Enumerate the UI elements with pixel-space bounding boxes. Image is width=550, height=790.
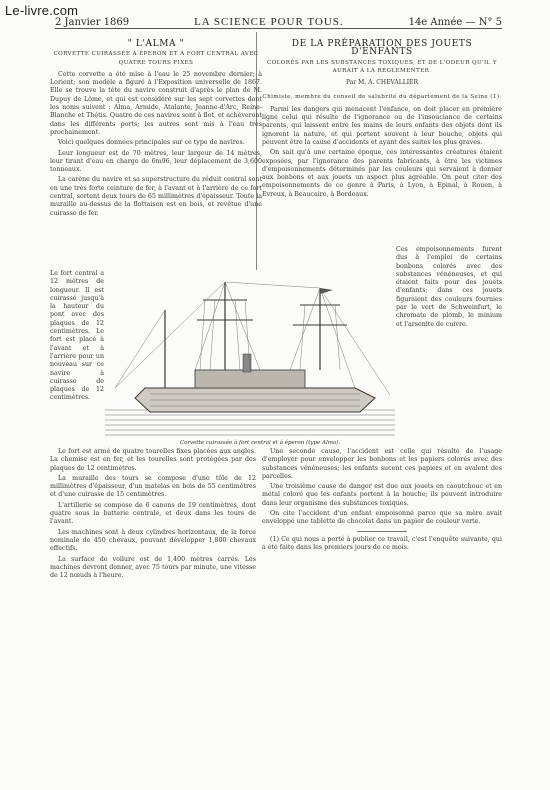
page-header [55, 12, 502, 29]
paragraph: Voici quelques données principales sur ce type de navires. [58, 139, 245, 147]
article-jouets-continued [262, 448, 502, 554]
article-alma-continued [50, 448, 256, 582]
paragraph: Cette corvette a été mise à l'eau le 25 novembre dernier; à Lorient; son modèle a figuré à l'Exposition universelle de 1867. Elle se trouve la tête du navire construit d'après le plan de M. Dupuy de Lôme, et qui est considéré sur les sept corvettes dont les noms suivent : Alma, Armide, Atalante, Jeanne-d'Arc, Reine-Blanche et Thétis. Quatre de ces navires sont à flot, et achèveront dans les différents ports; les autres sont mis à l'eau très prochainement. [50, 70, 262, 136]
wrap-text-right: Ces empoisonnements furent dus à l'emploi de certains bonbons colorés avec des substances vénéneuses, et qui étaient faits pour des jouets d'enfants; dans ces jouets figuraient des couleurs fournies par le vert de Schweinfurt, le chromate de plomb, le minium et l'arsenite de cuivre. [396, 246, 502, 328]
paragraph: Parmi les dangers qui menacent l'enfance, on doit placer en première ligne celui qui résulte de l'ignorance ou de l'insouciance de certains parents, qui laissent entre les mains de leurs enfants des objets dont ils ignorent la nature, et qui portent souvent à leur bouche, objets qui peuvent être la cause d'accidents et ayant des suites les plus graves. [262, 105, 502, 146]
paragraph: L'artillerie se compose de 6 canons de 19 centimètres, dont quatre sous la batterie centrale, et deux dans les tours de l'avant. [50, 501, 256, 526]
footnote: (1) Ce qui nous a porté à publier ce travail, c'est l'enquête suivante, qui a été faite dans les premiers jours de ce mois. [262, 535, 502, 551]
paragraph: Les machines sont à deux cylindres horizontaux, de la force nominale de 450 chevaux, pouvant développer 1,800 chevaux effectifs. [50, 528, 256, 553]
author-byline: Par M. A. CHEVALLIER [346, 79, 418, 87]
article-title-alma: " L'ALMA " [127, 39, 185, 49]
ship-engraving [105, 270, 395, 448]
paragraph: Une seconde cause, l'accident est celle qui résulte de l'usage d'employer pour envelopper les bonbons et les papiers colorés avec des substances vénéneuses; les enfants sucent ces papiers et en avalent des parcelles. [262, 448, 502, 480]
paragraph: Une troisième cause de danger est due aux jouets en caoutchouc et en métal coloré que les enfants portent à la bouche; ils peuvent introduire dans leur organisme des substances toxiques. [262, 483, 502, 507]
paragraph: La surface de voilure est de 1,400 mètres carrés. Les machines devront donner, avec 75 tours par minute, une vitesse de 12 nœuds à l'heure. [50, 555, 256, 580]
wrap-text-left: Le fort central a 12 mètres de longueur. Il est cuirassé jusqu'à la hauteur du pont avec des plaques de 12 centimètres. Le fort est placé à l'avant et à l'arrière pour un nouveau sur ce navire à cuirasse de plaques de 12 centimètres. [50, 270, 104, 402]
article-subtitle-alma: CORVETTE CUIRASSÉE À ÉPERON ET À FORT CENTRAL AVEC QUATRE TOURS FIXES [53, 51, 259, 66]
header-issue: 14e Année — N° 5 [408, 17, 502, 28]
article-alma [50, 34, 262, 220]
paragraph: La muraille des tours se compose d'une tôle de 12 millimètres d'épaisseur, d'un matelas en bois de 55 centimètres et d'une cuirasse de 15 centimètres. [50, 474, 256, 499]
article-title-jouets: DE LA PRÉPARATION DES JOUETS D'ENFANTS [291, 39, 473, 58]
author-note: Chimiste, membre du conseil de salubrité du département de la Seine (1). [262, 94, 502, 101]
article-subtitle-jouets: COLORÉS PAR LES SUBSTANCES TOXIQUES, ET DE L'ODEUR QU'IL Y AURAIT À LA RÉGLEMENTER. [266, 59, 498, 74]
figure-caption: Corvette cuirassée à fort central et à éperon (type Alma). [179, 440, 341, 446]
paragraph: On cite l'accident d'un enfant empoisonné parce que sa mère avait enveloppé une tablette de chocolat dans un papier de couleur verte. [262, 510, 502, 526]
header-date: 2 Janvier 1869 [55, 17, 130, 28]
paragraph: Le fort est armé de quatre tourelles fixes placées aux angles. La chemise est en fer, et les tourelles sont protégées par des plaques de 12 centimètres. [50, 448, 256, 472]
paragraph: La carène du navire et sa superstructure du réduit central sont en une très forte ceinture de fer, à l'avant et à l'arrière de ce fort central, sortent deux tours de 65 millimètres d'épaisseur. Toute la muraille au-dessus de la flottaison est en bois, et revêtue d'une cuirasse de fer. [50, 176, 262, 217]
journal-title: LA SCIENCE POUR TOUS. [194, 16, 344, 28]
article-jouets [262, 34, 502, 201]
watermark: Le-livre.com [5, 3, 79, 18]
paragraph: Leur longueur est de 70 mètres, leur largeur de 14 mètres, leur tirant d'eau en charge de 6m96, leur déplacement de 3,600 tonneaux. [50, 149, 262, 174]
paragraph: On sait qu'à une certaine époque, ces intéressantes créatures étaient exposées, par l'ignorance des parents fabricants, à être les victimes d'empoisonnements déterminés par les couleurs qui servaient à donner aux bonbons et aux jouets un aspect plus agréable. On peut citer des empoisonnements de ce genre à Paris, à Lyon, à Epinal, à Rouen, à Evreux, à Beaucaire, à Bordeaux. [262, 149, 502, 198]
footnote-rule [357, 531, 407, 532]
